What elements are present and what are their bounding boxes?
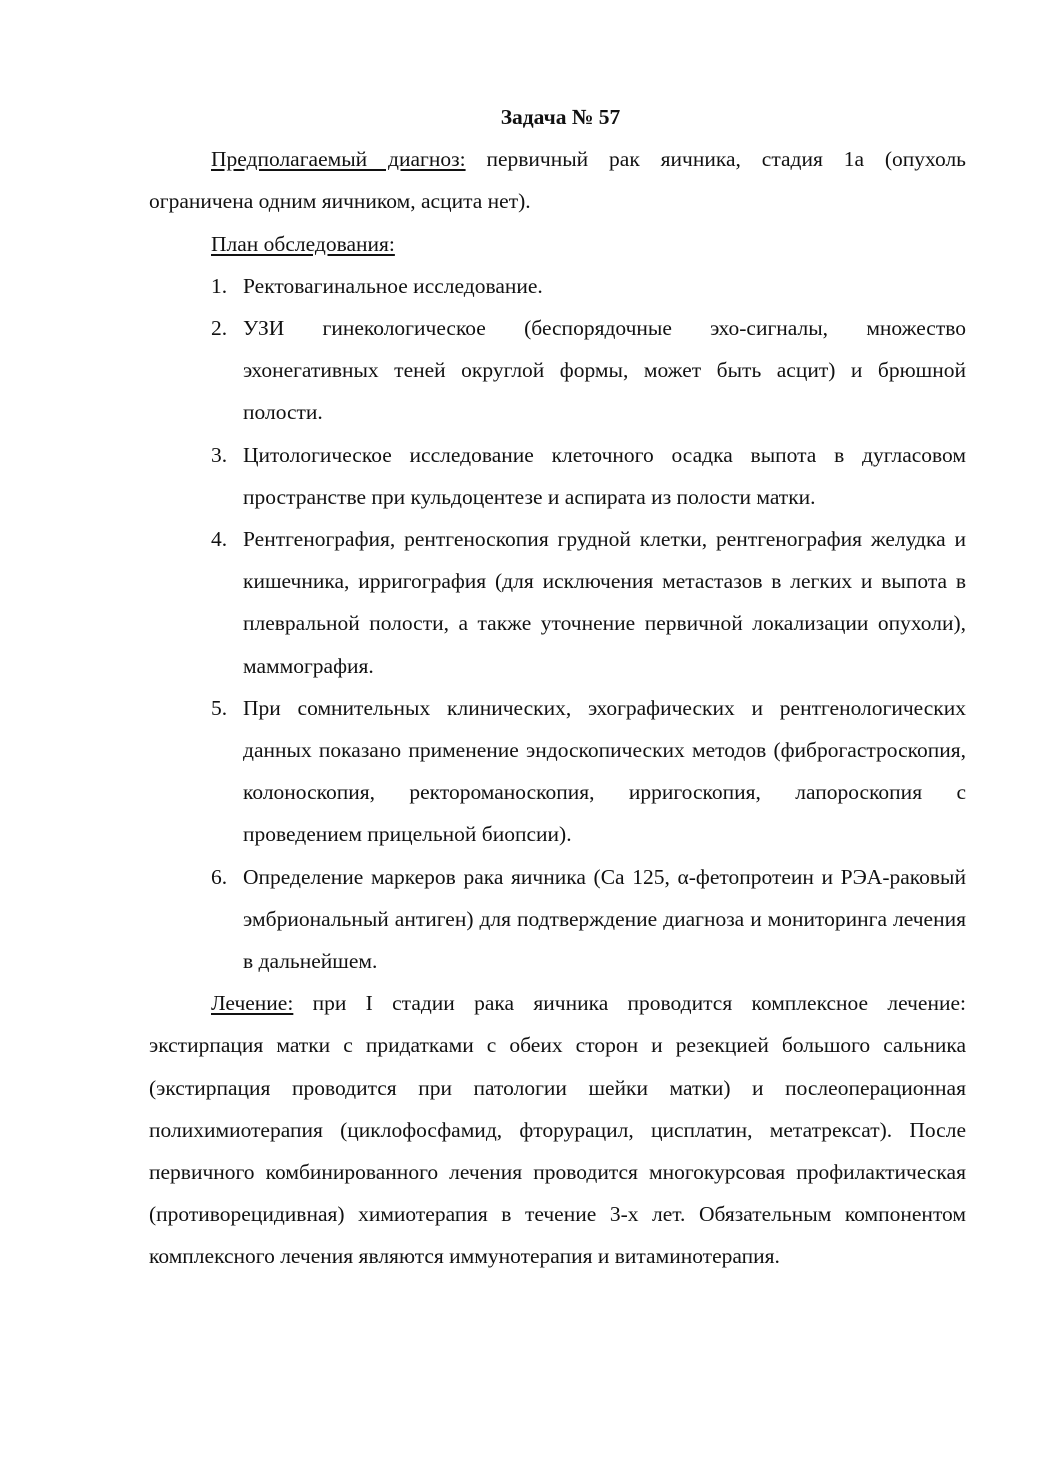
plan-item-2: [149, 307, 966, 434]
plan-item-number: 1.: [211, 273, 228, 298]
plan-heading: [149, 223, 966, 265]
plan-item-number: 5.: [211, 695, 228, 720]
diagnosis-label: Предполагаемый диагноз:: [211, 147, 466, 172]
plan-label: План обследования:: [211, 231, 395, 256]
plan-item-text: Рентгенография, рентгеноскопия грудной клетки, рентгенография желудка и кишечника, ирригография (для исключения метастазов в легких и выпота в плевральной полости, а также уточнение первичной локализации опухоли), маммография.: [243, 527, 966, 678]
treatment-label: Лечение:: [211, 991, 294, 1016]
plan-item-1: [149, 265, 966, 307]
document-page: [149, 96, 966, 1278]
plan-item-6: [149, 856, 966, 983]
plan-list: [149, 265, 966, 982]
plan-item-text: Определение маркеров рака яичника (Са 125, α-фетопротеин и РЭА-раковый эмбриональный антиген) для подтверждение диагноза и мониторинга лечения в дальнейшем.: [243, 864, 966, 974]
treatment-paragraph: [149, 982, 966, 1277]
plan-item-number: 4.: [211, 527, 228, 552]
plan-item-number: 6.: [211, 864, 228, 889]
plan-item-number: 2.: [211, 316, 228, 341]
plan-item-4: [149, 518, 966, 687]
plan-item-text: При сомнительных клинических, эхографических и рентгенологических данных показано применение эндоскопических методов (фиброгастроскопия, колоноскопия, ректороманоскопия, ирригоскопия, лапороскопия с проведением прицельной биопсии).: [243, 695, 966, 847]
plan-item-text: УЗИ гинекологическое (беспорядочные эхо-сигналы, множество эхонегативных теней округлой формы, может быть асцит) и брюшной полости.: [243, 316, 966, 425]
diagnosis-paragraph: [149, 138, 966, 222]
treatment-text: при I стадии рака яичника проводится комплексное лечение: экстирпация матки с придатками с обеих сторон и резекцией большого сальника (экстирпация проводится при патологии шейки матки) и послеоперационная полихимиотерапия (циклофосфамид, фторурацил, цисплатин, метатрексат). После первичного комбинированного лечения проводится многокурсовая профилактическая (противорецидивная) химиотерапия в течение 3-х лет. Обязательным компонентом комплексного лечения являются иммунотерапия и витаминотерапия.: [149, 991, 966, 1269]
plan-item-number: 3.: [211, 442, 228, 467]
plan-item-5: [149, 687, 966, 856]
plan-item-text: Ректовагинальное исследование.: [243, 273, 543, 298]
task-title: Задача № 57: [500, 105, 621, 129]
plan-item-text: Цитологическое исследование клеточного осадка выпота в дугласовом пространстве при кульдоцентезе и аспирата из полости матки.: [243, 442, 966, 509]
diagnosis-text: первичный рак яичника, стадия 1а (опухоль ограничена одним яичником, асцита нет).: [149, 147, 966, 214]
plan-item-3: [149, 434, 966, 518]
